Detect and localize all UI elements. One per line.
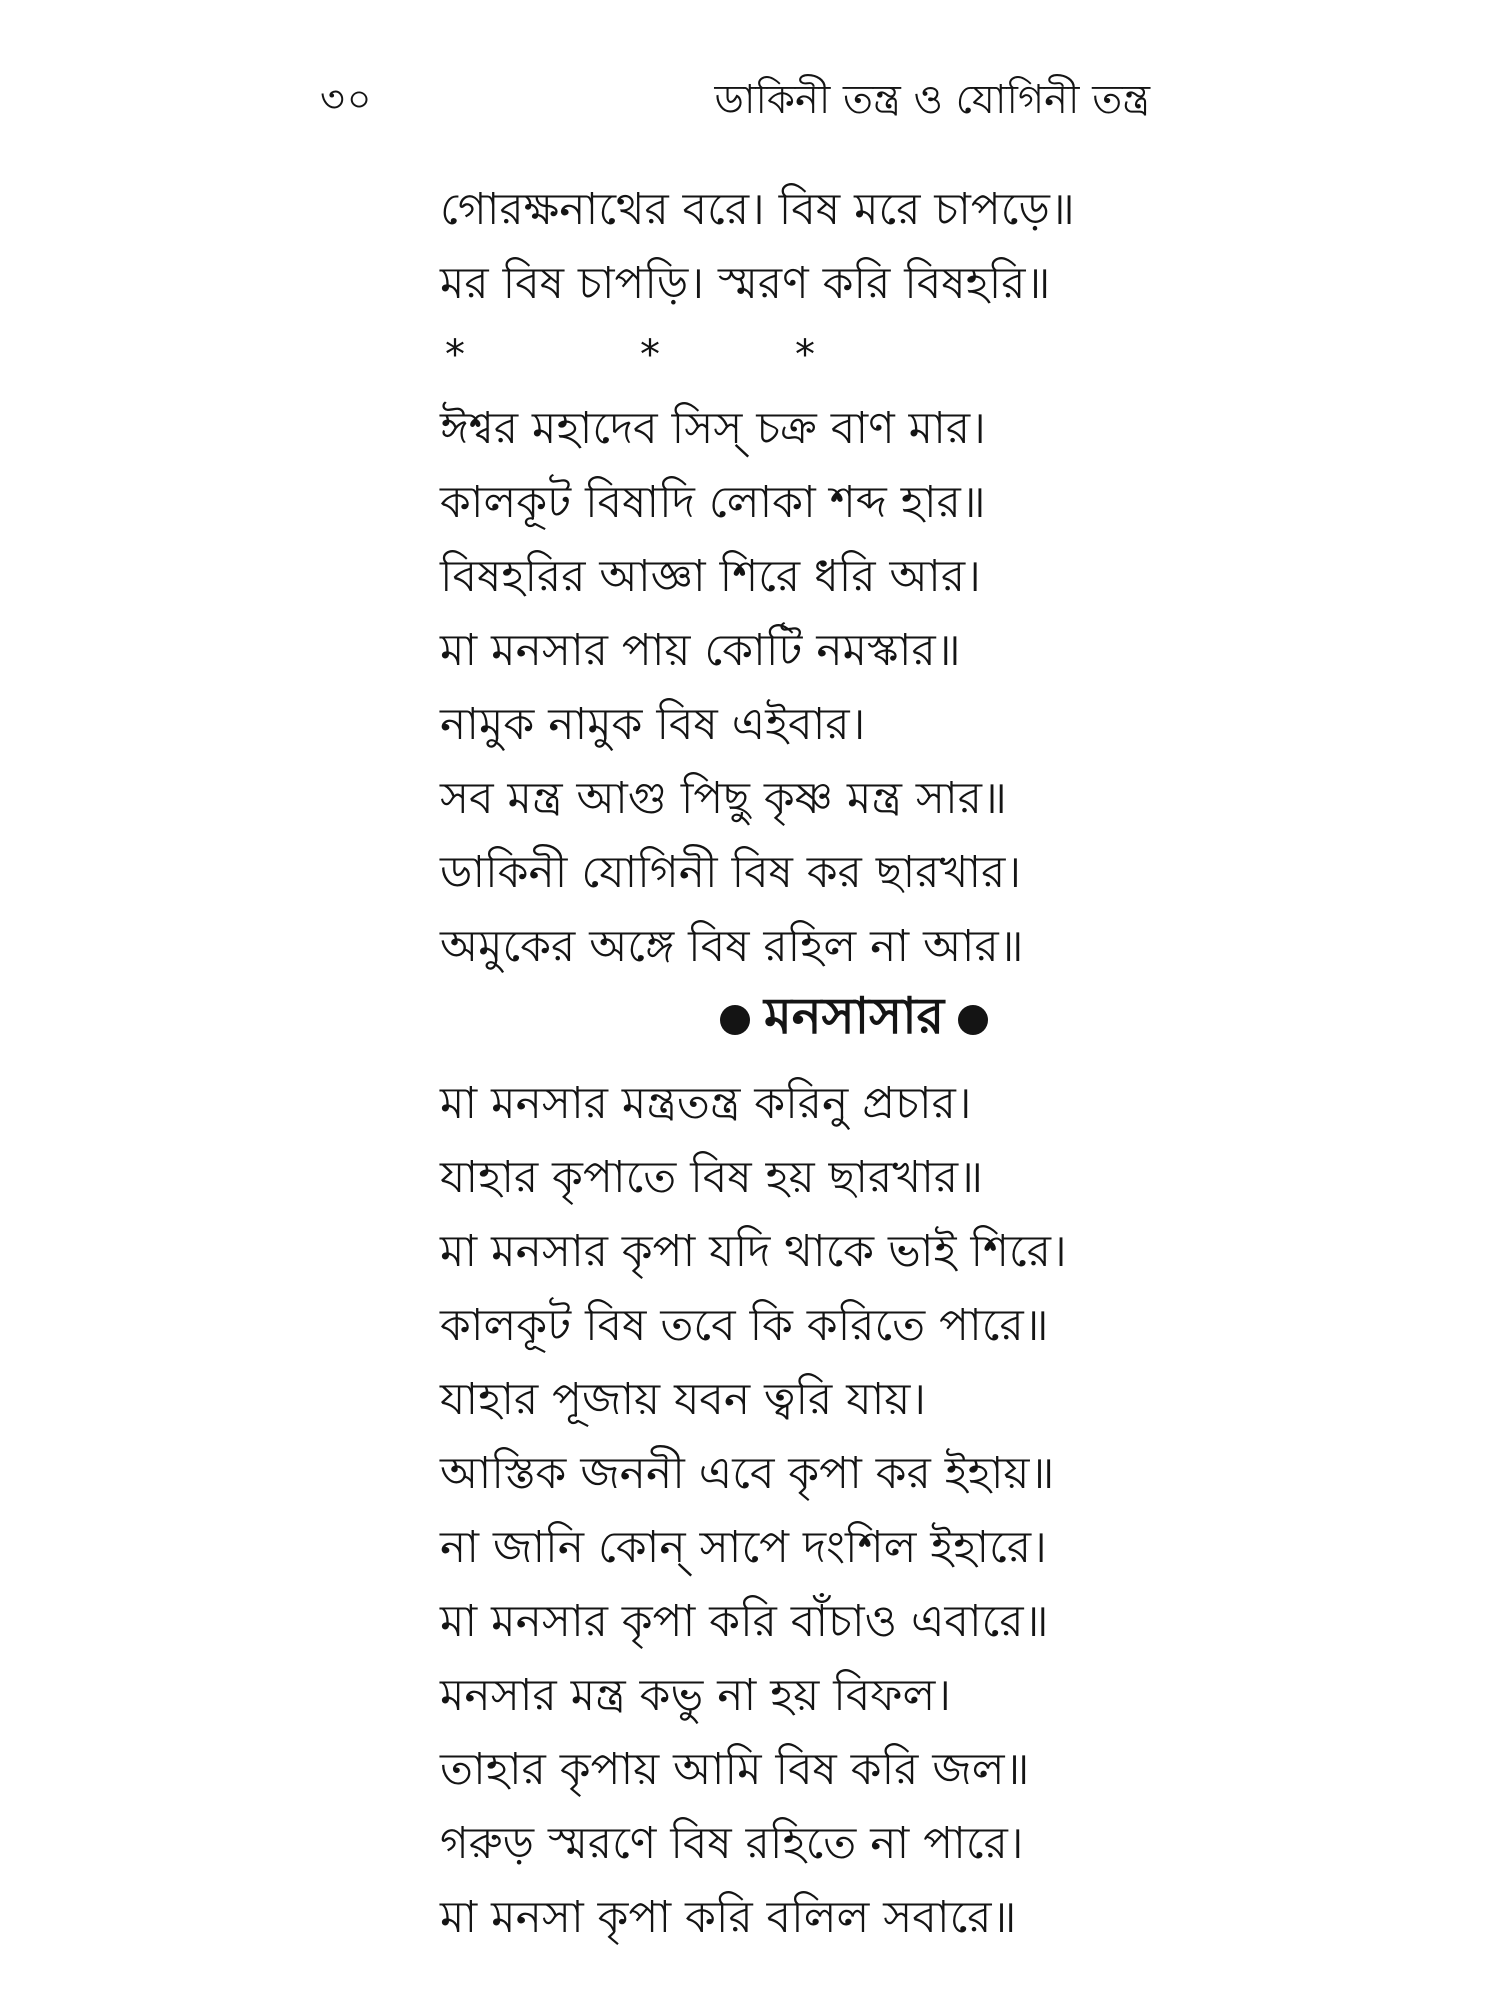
verse-line: মনসার মন্ত্র কভু না হয় বিফল। [440, 1670, 952, 1721]
verse-line: গোরক্ষনাথের বরে। বিষ মরে চাপড়ে॥ [440, 184, 1075, 235]
separator-star: * [445, 332, 465, 378]
book-title: ডাকিনী তন্ত্র ও যোগিনী তন্ত্র [714, 77, 1150, 123]
verse-line: সব মন্ত্র আগু পিছু কৃষ্ণ মন্ত্র সার॥ [440, 773, 1007, 824]
verse-line: মা মনসার কৃপা করি বাঁচাও এবারে॥ [440, 1596, 1049, 1647]
verse-block-middle [440, 392, 1160, 984]
separator-star: * [795, 332, 815, 378]
verse-line: অমুকের অঙ্গে বিষ রহিল না আর॥ [440, 921, 1024, 972]
verse-line: যাহার কৃপাতে বিষ হয় ছারখার॥ [440, 1152, 983, 1203]
verse-line: ডাকিনী যোগিনী বিষ কর ছারখার। [440, 847, 1022, 898]
running-head [320, 62, 1150, 132]
bullet-icon [720, 1005, 750, 1035]
verse-line: নামুক নামুক বিষ এইবার। [440, 699, 866, 750]
verse-line: কালকূট বিষ তবে কি করিতে পারে॥ [440, 1300, 1049, 1351]
separator-stars [440, 332, 860, 392]
verse-block-bottom [440, 1067, 1160, 1955]
verse-line: যাহার পূজায় যবন ত্বরি যায়। [440, 1374, 926, 1425]
verse-line: আস্তিক জননী এবে কৃপা কর ইহায়॥ [440, 1448, 1055, 1499]
verse-line: মা মনসা কৃপা করি বলিল সবারে॥ [440, 1892, 1017, 1943]
section-heading [720, 985, 1180, 1055]
verse-line: মা মনসার কৃপা যদি থাকে ভাই শিরে। [440, 1226, 1067, 1277]
verse-line: মা মনসার মন্ত্রতন্ত্র করিনু প্রচার। [440, 1078, 972, 1129]
verse-line: তাহার কৃপায় আমি বিষ করি জল॥ [440, 1744, 1030, 1795]
bullet-icon [958, 1005, 988, 1035]
separator-star: * [640, 332, 660, 378]
section-heading-text: মনসাসার [764, 986, 945, 1045]
verse-line: গরুড় স্মরণে বিষ রহিতে না পারে। [440, 1818, 1024, 1869]
verse-line: মা মনসার পায় কোটি নমস্কার॥ [440, 625, 961, 676]
verse-line: কালকূট বিষাদি লোকা শব্দ হার॥ [440, 477, 986, 528]
verse-line: বিষহরির আজ্ঞা শিরে ধরি আর। [440, 551, 981, 602]
page-number: ৩০ [320, 77, 374, 121]
verse-line: না জানি কোন্ সাপে দংশিল ইহারে। [440, 1522, 1047, 1573]
verse-block-top [440, 173, 1160, 321]
verse-line: ঈশ্বর মহাদেব সিস্ চক্র বাণ মার। [440, 403, 986, 454]
verse-line: মর বিষ চাপড়ি। স্মরণ করি বিষহরি॥ [440, 258, 1051, 309]
